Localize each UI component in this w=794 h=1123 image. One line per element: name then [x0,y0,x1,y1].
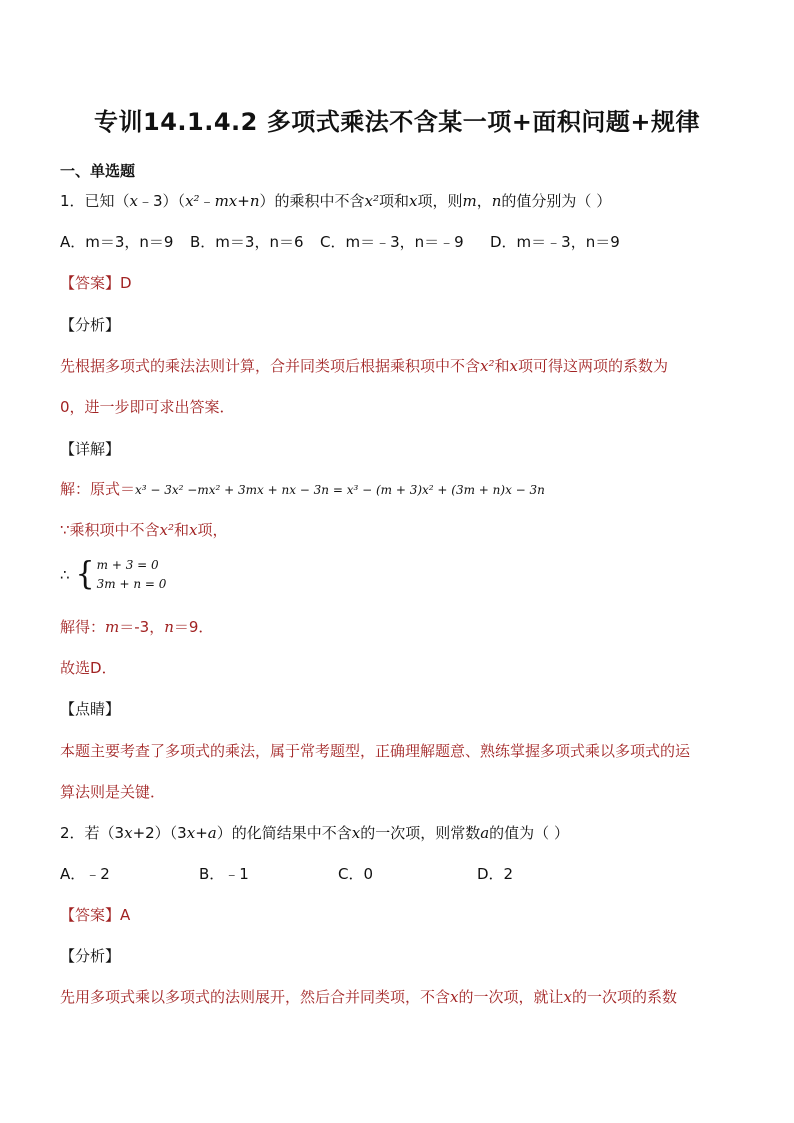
question-1-detail-formula: 解：原式＝x³ − 3x² −mx² + 3mx + nx − 3n = x³ − (m + 3)x² + (3m + n)x − 3n [60,480,545,498]
question-1-analysis-label: 【分析】 [60,316,121,334]
question-1-options [60,231,620,253]
question-2-analysis-text: 先用多项式乘以多项式的法则展开，然后合并同类项，不含x的一次项，就让x的一次项的系数 [60,988,677,1006]
question-1-analysis-text: 先根据多项式的乘法法则计算，合并同类项后根据乘积项中不含x²和x项可得这两项的系数为 [60,357,668,375]
question-1-stem: 1．已知（x﹣3）（x²﹣mx+n）的乘积中不含x²项和x项，则m，n的值分别为（ ） [60,192,612,210]
option-d: D．2 [477,865,514,883]
page-title: 专训14.1.4.2 多项式乘法不含某一项+面积问题+规律 [94,108,700,136]
option-c: C．0 [338,865,374,883]
question-1-answer: 【答案】D [60,274,132,292]
option-b: B．m＝3，n＝6 [190,233,304,251]
option-a: A．﹣2 [60,865,110,883]
question-1-choose: 故选D． [60,659,117,677]
question-2-options [60,863,513,885]
question-2-answer: 【答案】A [60,906,131,924]
section-heading: 一、单选题 [60,162,136,180]
question-1-detail-label: 【详解】 [60,440,121,458]
question-1-analysis-text-2: 0，进一步即可求出答案． [60,398,235,416]
question-1-because: ∵乘积项中不含x²和x项， [60,521,228,539]
option-d: D．m＝﹣3，n＝9 [490,233,620,251]
question-2-analysis-label: 【分析】 [60,947,121,965]
option-a: A．m＝3，n＝9 [60,233,174,251]
brace-symbol: { [75,556,95,593]
question-1-solution: 解得：m＝-3，n＝9． [60,618,214,636]
question-1-comment-label: 【点睛】 [60,700,121,718]
option-b: B．﹣1 [199,865,249,883]
option-c: C．m＝﹣3，n＝﹣9 [320,233,464,251]
equation-system: ∴ { m + 3 = 0 3m + n = 0 [60,556,167,593]
question-1-comment-text: 本题主要考查了多项式的乘法，属于常考题型，正确理解题意、熟练掌握多项式乘以多项式的运 [60,742,691,760]
question-1-comment-text-2: 算法则是关键． [60,783,166,801]
question-2-stem: 2．若（3x+2）（3x+a）的化简结果中不含x的一次项，则常数a的值为（ ） [60,824,569,842]
